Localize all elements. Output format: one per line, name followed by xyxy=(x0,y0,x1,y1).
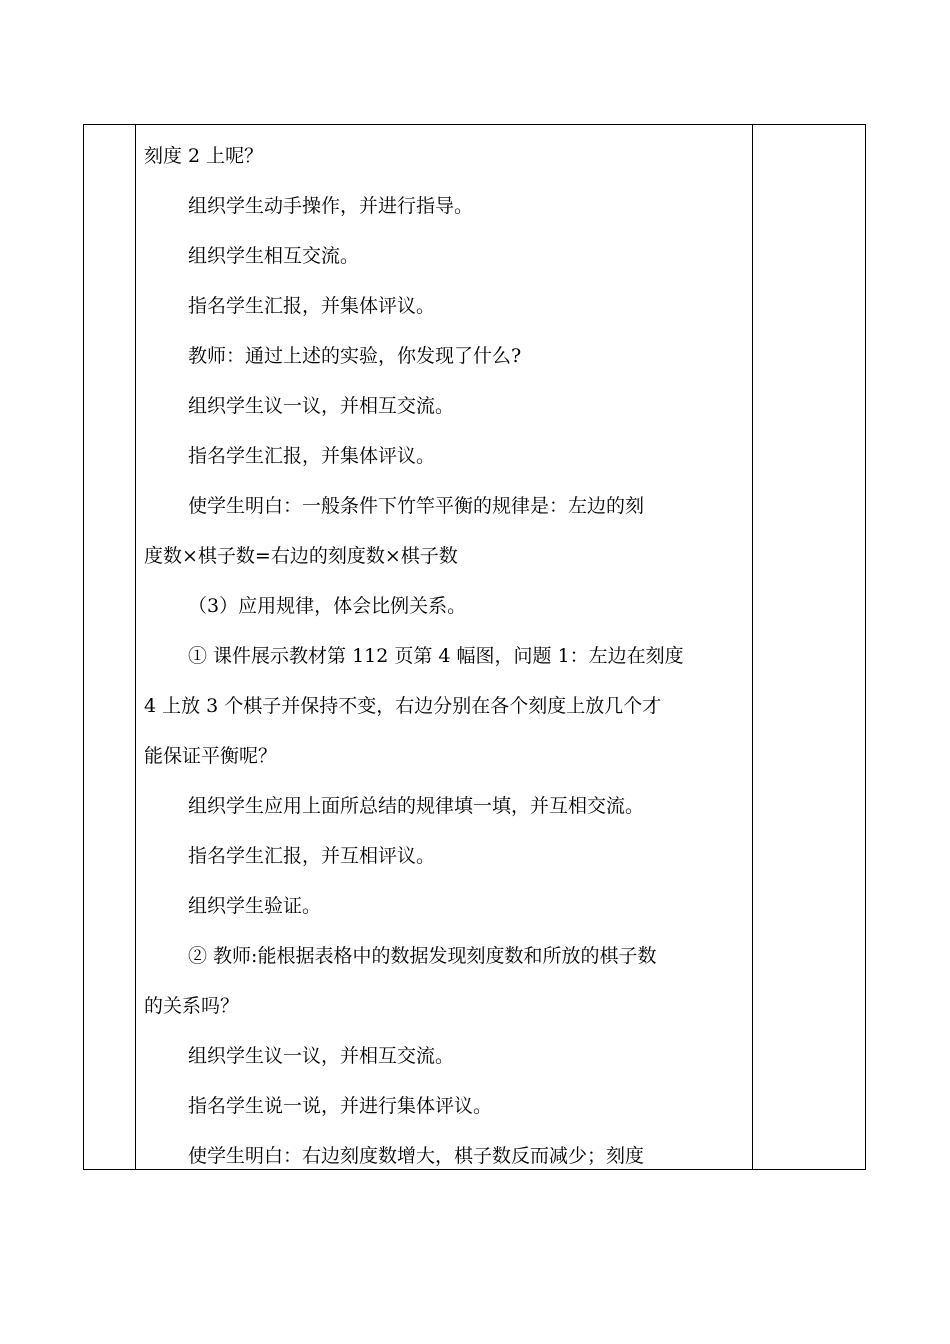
text-line: 组织学生应用上面所总结的规律填一填，并互相交流。 xyxy=(188,795,645,817)
text-line: 组织学生议一议，并相互交流。 xyxy=(188,395,455,417)
lesson-table xyxy=(83,124,866,1170)
text-line: 能保证平衡呢？ xyxy=(144,745,278,767)
text-line: 使学生明白：右边刻度数增大，棋子数反而减少；刻度 xyxy=(188,1145,645,1167)
text-line: 组织学生议一议，并相互交流。 xyxy=(188,1045,455,1067)
text-line: 指名学生汇报，并集体评议。 xyxy=(188,295,436,317)
text-line: ① 课件展示教材第 112 页第 4 幅图，问题 1：左边在刻度 xyxy=(188,645,684,667)
text-line: 4 上放 3 个棋子并保持不变，右边分别在各个刻度上放几个才 xyxy=(144,695,662,717)
column-divider-left xyxy=(135,125,136,1169)
text-line: 指名学生说一说，并进行集体评议。 xyxy=(188,1095,493,1117)
text-line: 组织学生验证。 xyxy=(188,895,322,917)
text-line: 教师：通过上述的实验，你发现了什么? xyxy=(188,345,522,367)
column-divider-right xyxy=(752,125,753,1169)
text-line: ② 教师:能根据表格中的数据发现刻度数和所放的棋子数 xyxy=(188,945,657,967)
text-line: 刻度 2 上呢？ xyxy=(144,145,264,167)
text-line: 的关系吗？ xyxy=(144,995,240,1017)
text-line: 度数×棋子数=右边的刻度数×棋子数 xyxy=(144,545,458,567)
text-line: （3）应用规律，体会比例关系。 xyxy=(188,595,467,617)
text-line: 指名学生汇报，并集体评议。 xyxy=(188,445,436,467)
text-line: 组织学生动手操作，并进行指导。 xyxy=(188,195,474,217)
text-line: 组织学生相互交流。 xyxy=(188,245,360,267)
text-line: 使学生明白：一般条件下竹竿平衡的规律是：左边的刻 xyxy=(188,495,645,517)
lesson-content-cell xyxy=(144,131,748,1181)
text-line: 指名学生汇报，并互相评议。 xyxy=(188,845,436,867)
